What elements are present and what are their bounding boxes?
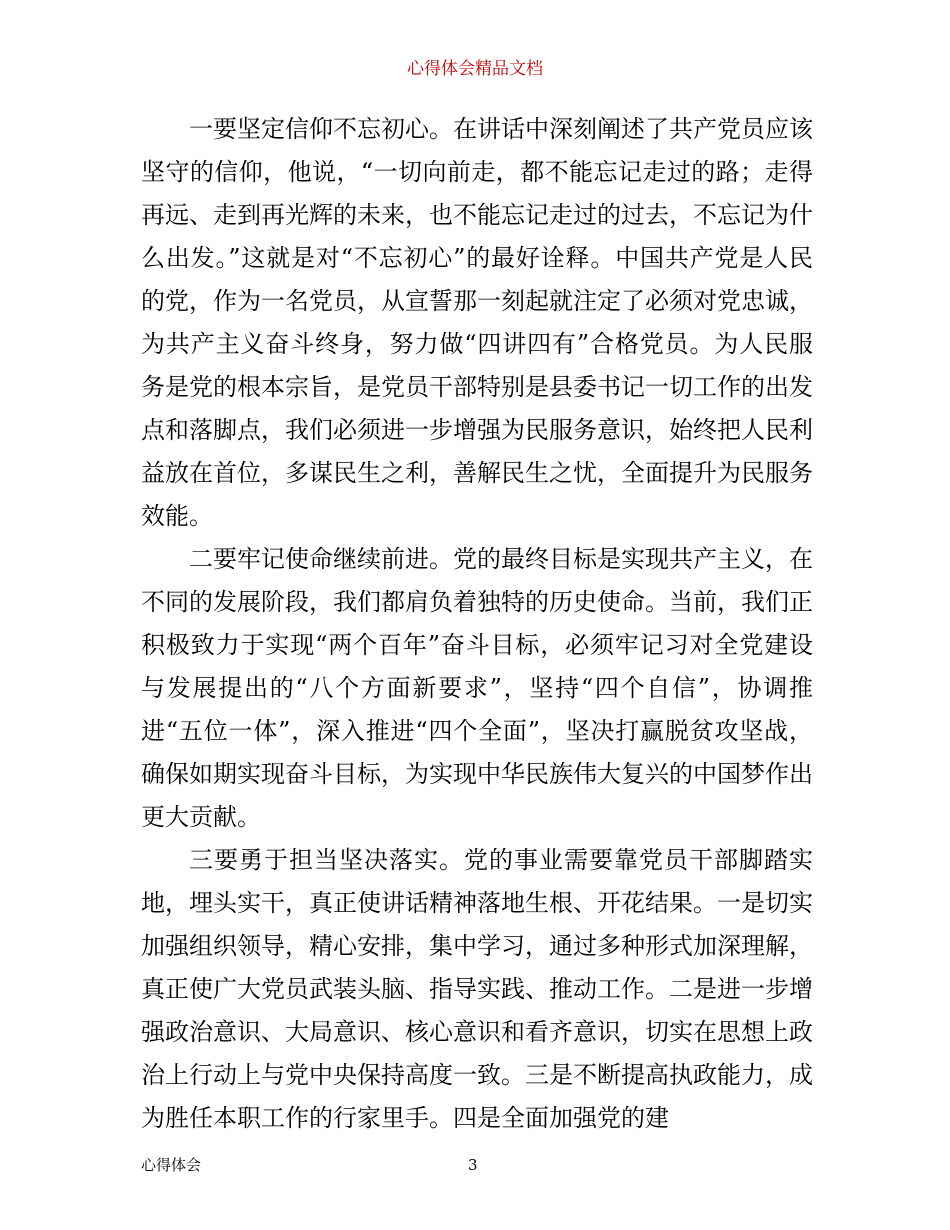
page-number: 3 bbox=[468, 1156, 478, 1174]
paragraph-2: 二要牢记使命继续前进。党的最终目标是实现共产主义，在不同的发展阶段，我们都肩负着独特的历史使命。当前，我们正积极致力于实现“两个百年”奋斗目标，必须牢记习对全党建设与发展提出的“八个方面新要求”，坚持“四个自信”，协调推进“五位一体”，深入推进“四个全面”，坚决打赢脱贫攻坚战，确保如期实现奋斗目标，为实现中华民族伟大复兴的中国梦作出更大贡献。 bbox=[141, 545, 813, 831]
document-body bbox=[141, 108, 813, 1140]
footer-label: 心得体会 bbox=[141, 1156, 202, 1174]
document-header-title: 心得体会精品文档 bbox=[407, 59, 543, 79]
paragraph-1: 一要坚定信仰不忘初心。在讲话中深刻阐述了共产党员应该坚守的信仰，他说，“一切向前走，都不能忘记走过的路；走得再远、走到再光辉的未来，也不能忘记走过的过去，不忘记为什么出发。”这就是对“不忘初心”的最好诠释。中国共产党是人民的党，作为一名党员，从宣誓那一刻起就注定了必须对党忠诚，为共产主义奋斗终身，努力做“四讲四有”合格党员。为人民服务是党的根本宗旨，是党员干部特别是县委书记一切工作的出发点和落脚点，我们必须进一步增强为民服务意识，始终把人民利益放在首位，多谋民生之利，善解民生之忧，全面提升为民服务效能。 bbox=[141, 115, 813, 530]
paragraph-3: 三要勇于担当坚决落实。党的事业需要靠党员干部脚踏实地，埋头实干，真正使讲话精神落地生根、开花结果。一是切实加强组织领导，精心安排，集中学习，通过多种形式加深理解，真正使广大党员武装头脑、指导实践、推动工作。二是进一步增强政治意识、大局意识、核心意识和看齐意识，切实在思想上政治上行动上与党中央保持高度一致。三是不断提高执政能力，成为胜任本职工作的行家里手。四是全面加强党的建 bbox=[141, 846, 813, 1132]
